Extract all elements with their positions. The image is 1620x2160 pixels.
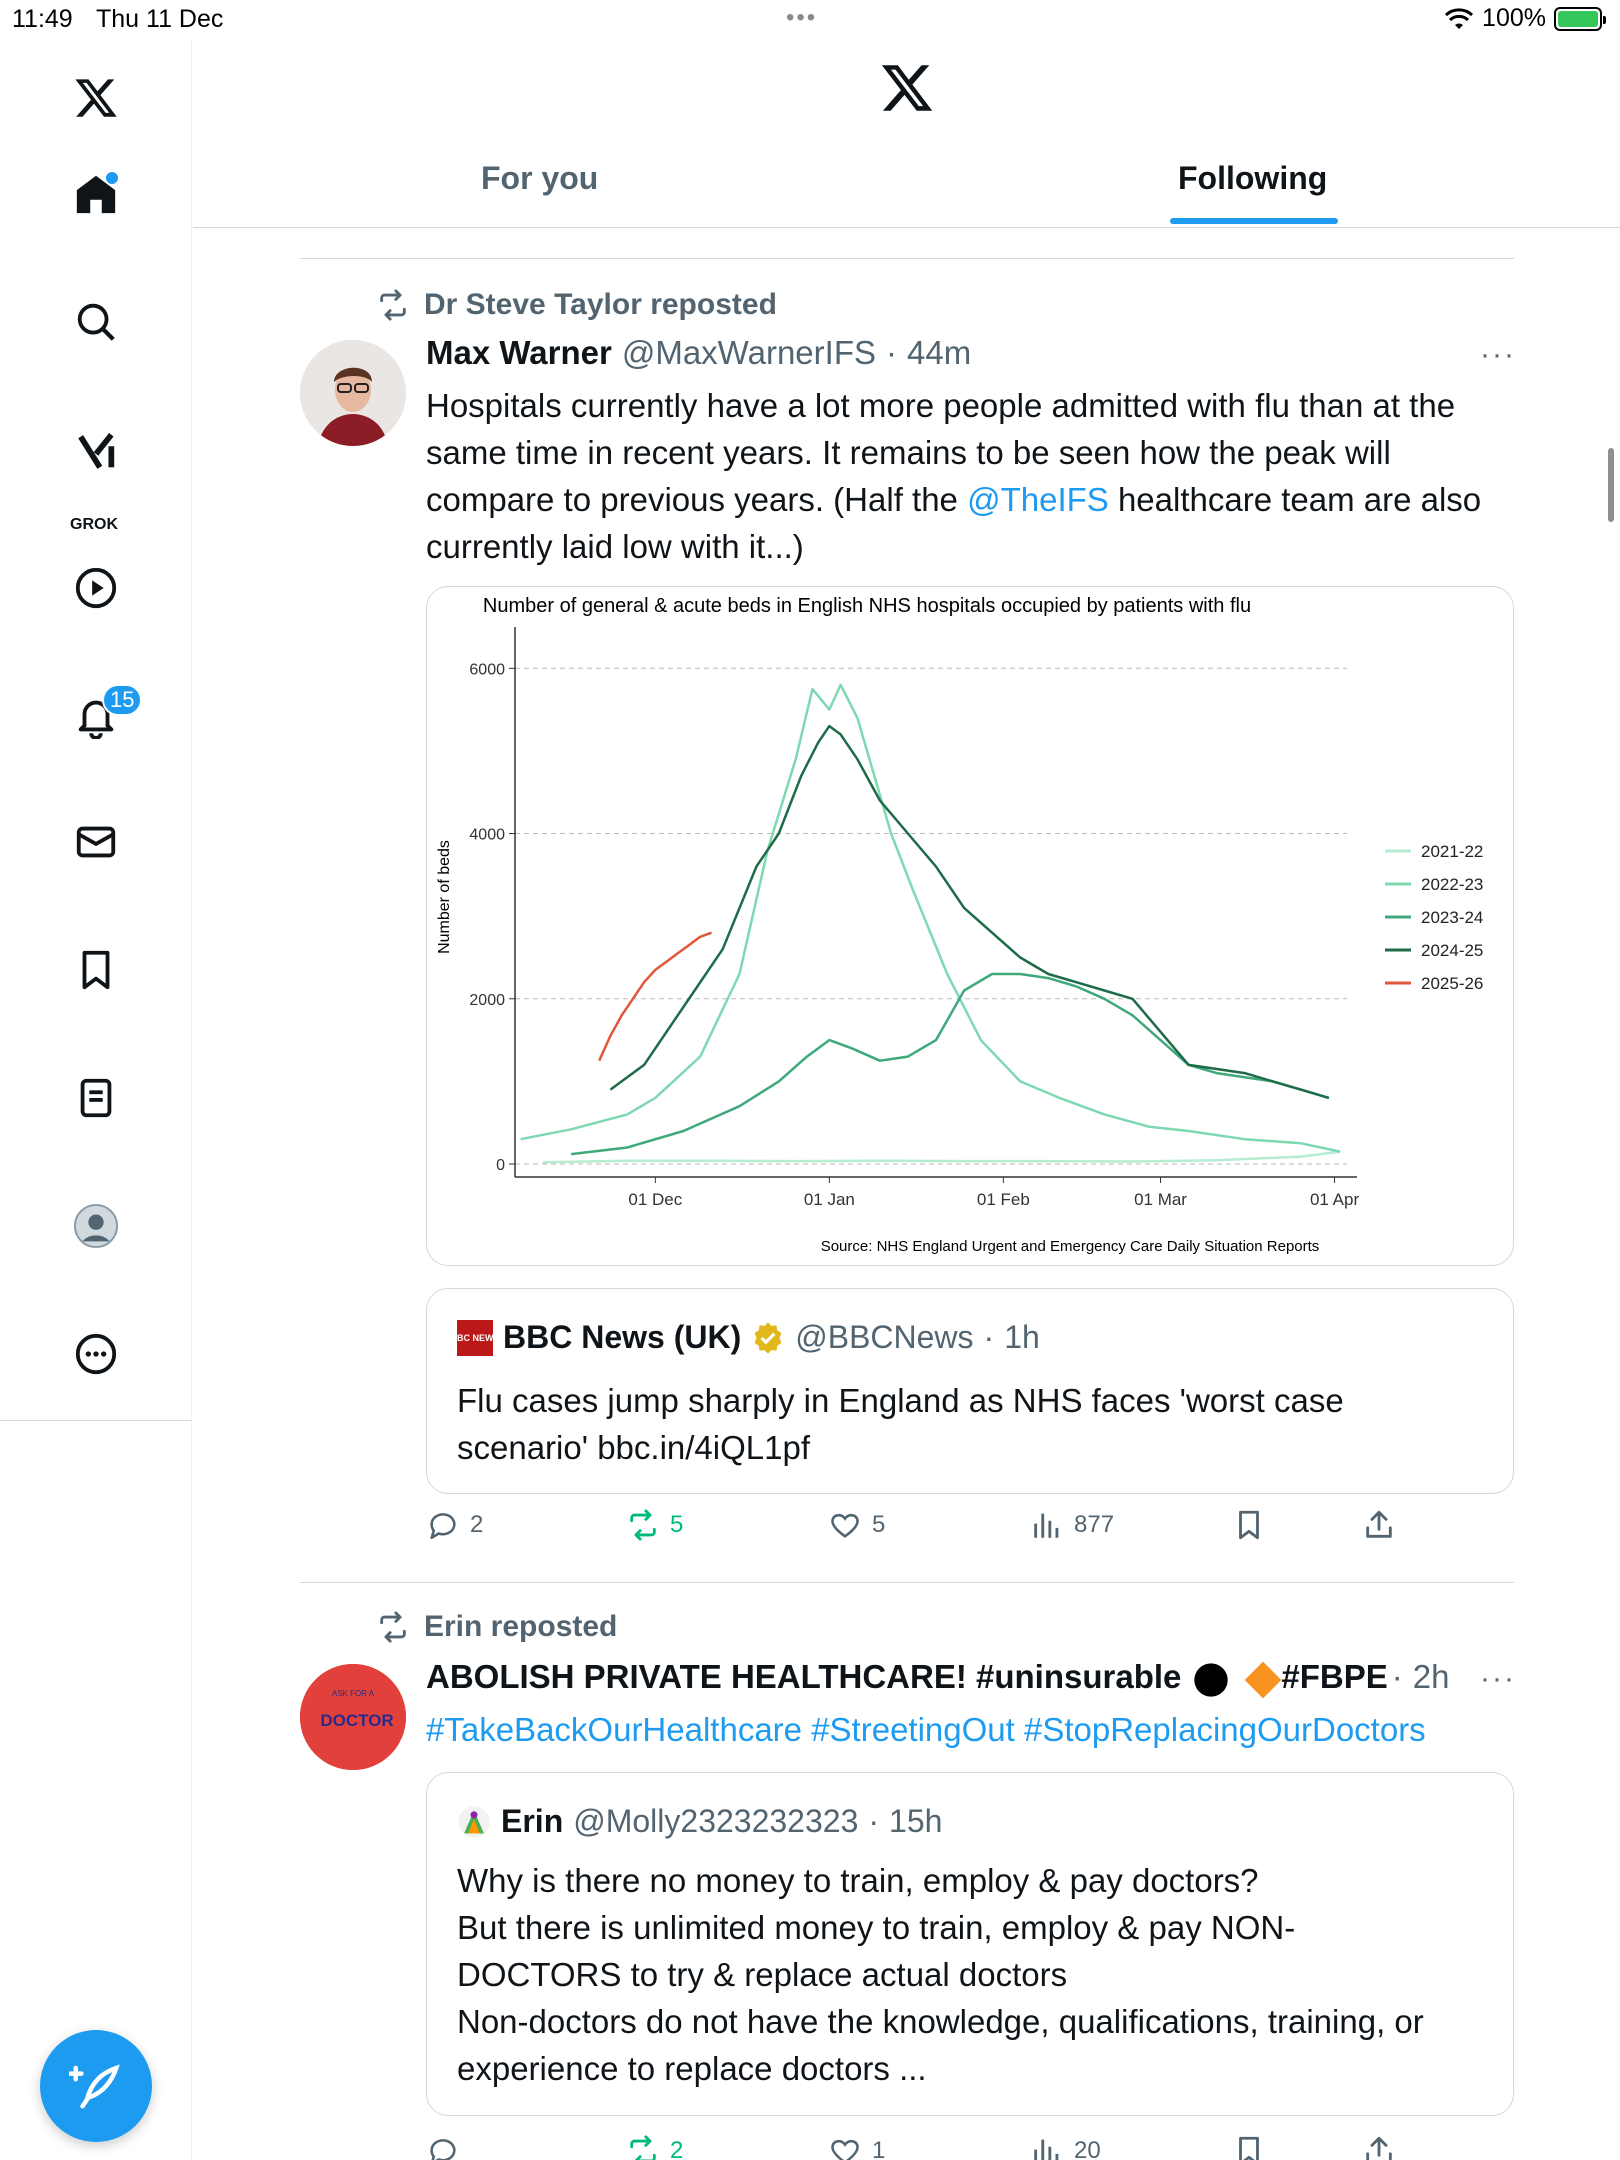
- share-button[interactable]: [1362, 2134, 1396, 2160]
- search-icon[interactable]: [64, 290, 128, 354]
- separator: ·: [1391, 1658, 1403, 1695]
- quote-text-line: But there is unlimited money to train, employ & pay NON-: [457, 1909, 1296, 1946]
- multitask-dots[interactable]: •••: [786, 4, 818, 31]
- chart-series-line-2024-25: [610, 726, 1329, 1098]
- quote-text: Flu cases jump sharply in England as NHS faces 'worst case scenario' bbc.in/4iQL1pf: [457, 1382, 1344, 1466]
- tweet-divider: [300, 258, 1514, 259]
- wifi-icon: [1444, 7, 1474, 31]
- like-button[interactable]: [828, 1508, 885, 1542]
- bookmark-icon: [1232, 2134, 1266, 2160]
- quote-header: [450, 1319, 1040, 1356]
- repost-icon: [376, 288, 410, 322]
- chart-x-tick-label: 01 Dec: [628, 1190, 683, 1209]
- quote-author-handle: @Molly2323232323: [573, 1803, 859, 1839]
- x-logo-icon[interactable]: [879, 60, 935, 116]
- chart-y-axis-label: Number of beds: [436, 840, 453, 954]
- quote-author-name: Erin: [501, 1803, 564, 1839]
- chart-x-tick-label: 01 Apr: [1309, 1190, 1360, 1209]
- repost-icon: [626, 2134, 660, 2160]
- reply-count: 2: [470, 1511, 484, 1538]
- bbc-news-logo: BBC NEWS: [457, 1320, 493, 1356]
- chart-x-tick-label: 01 Mar: [1134, 1190, 1187, 1209]
- grok-icon[interactable]: [64, 420, 128, 484]
- status-date: Thu 11 Dec: [96, 5, 224, 33]
- avatar-main-text: DOCTOR: [320, 1711, 394, 1730]
- status-time: 11:49: [12, 5, 73, 33]
- tweet-text-part: Hospitals currently have a lot more people admitted with flu than at the same time in recent years. It remains to be seen how the peak will compare to previous years. (Half the: [426, 387, 1456, 518]
- active-tab-indicator: [1170, 218, 1338, 224]
- tweet-header: [426, 1658, 1449, 1702]
- views-button[interactable]: [1030, 2134, 1101, 2160]
- status-bar: [0, 0, 1620, 40]
- quote-author-handle: @BBCNews: [795, 1319, 974, 1355]
- reply-button[interactable]: [426, 1508, 483, 1542]
- quote-text-line: experience to replace doctors ...: [457, 2050, 927, 2087]
- home-unread-dot: [106, 172, 118, 184]
- share-icon: [1362, 1508, 1396, 1542]
- chart-legend-label: 2023-24: [1421, 908, 1484, 927]
- battery-percent: 100%: [1482, 4, 1546, 32]
- repost-icon: [626, 1508, 660, 1542]
- compose-feather-icon: [69, 2059, 123, 2113]
- bookmark-button[interactable]: [1232, 1508, 1266, 1542]
- home-icon[interactable]: [64, 162, 128, 226]
- repost-button[interactable]: [626, 1508, 683, 1542]
- chart-series-line-2023-24: [571, 974, 1329, 1154]
- quote-text: [457, 1857, 1497, 2092]
- separator: ·: [885, 334, 897, 371]
- like-button[interactable]: [828, 2134, 885, 2160]
- chart-legend-label: 2025-26: [1421, 974, 1484, 993]
- avatar[interactable]: [300, 340, 406, 446]
- tweet-divider: [300, 1582, 1514, 1583]
- bookmark-icon[interactable]: [64, 938, 128, 1002]
- profile-photo: [300, 1664, 406, 1770]
- verified-badge-icon: [751, 1321, 785, 1355]
- bookmark-icon: [1232, 1508, 1266, 1542]
- chart-legend-label: 2022-23: [1421, 875, 1484, 894]
- tweet-header: [426, 334, 971, 372]
- author-name-suffix: #FBPE: [1281, 1658, 1388, 1695]
- view-count: 20: [1074, 2137, 1101, 2160]
- tweet-actions: [426, 1508, 1514, 1558]
- view-count: 877: [1074, 1511, 1115, 1538]
- scrollbar[interactable]: [1608, 448, 1614, 522]
- reply-icon: [426, 2134, 460, 2160]
- tweet-time[interactable]: 44m: [906, 334, 972, 371]
- quote-header: [457, 1803, 942, 1840]
- chart-x-tick-label: 01 Feb: [976, 1190, 1030, 1209]
- author-name[interactable]: Max Warner: [426, 334, 612, 371]
- views-icon: [1030, 2134, 1064, 2160]
- repost-icon: [376, 1610, 410, 1644]
- quote-text-line: DOCTORS to try & replace actual doctors: [457, 1956, 1068, 1993]
- flu-beds-chart: [427, 587, 1514, 1266]
- share-icon: [1362, 2134, 1396, 2160]
- separator: ·: [983, 1319, 995, 1355]
- separator: ·: [868, 1803, 880, 1839]
- like-count: 1: [872, 2137, 886, 2160]
- battery-icon: [1554, 7, 1602, 31]
- tweet-actions: [426, 2134, 1514, 2160]
- chart-y-tick-label: 0: [496, 1157, 505, 1174]
- repost-count: 2: [670, 2137, 684, 2160]
- views-button[interactable]: [1030, 1508, 1114, 1542]
- mention-link[interactable]: @TheIFS: [967, 481, 1109, 518]
- chart-legend-label: 2024-25: [1421, 941, 1484, 960]
- sidebar: [0, 40, 192, 2160]
- quote-tweet[interactable]: [426, 1772, 1514, 2116]
- quote-avatar: [457, 1805, 491, 1839]
- tweet-text-part: healthcare team are also currently laid low with it...): [426, 481, 1482, 565]
- quote-author-name: BBC News (UK): [503, 1319, 742, 1355]
- chart-series-line-2025-26: [599, 933, 711, 1061]
- share-button[interactable]: [1362, 1508, 1396, 1542]
- author-handle[interactable]: @MaxWarnerIFS: [621, 334, 876, 371]
- timeline-header: [193, 40, 1620, 228]
- quote-time: 15h: [889, 1803, 943, 1839]
- author-name[interactable]: ABOLISH PRIVATE HEALTHCARE! #uninsurable: [426, 1658, 1182, 1695]
- black-circle-emoji-icon: [1191, 1660, 1231, 1700]
- notification-badge: 15: [102, 684, 142, 716]
- views-icon: [1030, 1508, 1064, 1542]
- repost-label: Dr Steve Taylor reposted: [424, 288, 777, 321]
- orange-diamond-emoji-icon: [1241, 1658, 1285, 1702]
- profile-icon[interactable]: [64, 1194, 128, 1258]
- heart-icon: [828, 1508, 862, 1542]
- quote-text-line: Why is there no money to train, employ & pay doctors?: [457, 1862, 1259, 1899]
- tweet-image-chart[interactable]: [426, 586, 1514, 1266]
- chart-legend-label: 2021-22: [1421, 842, 1484, 861]
- compose-button[interactable]: [40, 2030, 152, 2142]
- repost-button[interactable]: [626, 2134, 683, 2160]
- more-icon[interactable]: [64, 1322, 128, 1386]
- tweet-time[interactable]: 2h: [1412, 1658, 1450, 1695]
- chart-y-tick-label: 4000: [469, 826, 505, 844]
- repost-label: Erin reposted: [424, 1610, 618, 1643]
- heart-icon: [828, 2134, 862, 2160]
- hashtags[interactable]: #TakeBackOurHealthcare #StreetingOut #StopReplacingOurDoctors: [426, 1711, 1426, 1748]
- more-options-icon[interactable]: ···: [1480, 1662, 1516, 1695]
- status-right: [1444, 4, 1602, 33]
- chart-title: Number of general & acute beds in English NHS hospitals occupied by patients with flu: [482, 595, 1252, 617]
- more-options-icon[interactable]: ···: [1480, 338, 1516, 371]
- profile-photo: [300, 340, 406, 446]
- quote-time: 1h: [1004, 1319, 1040, 1355]
- quote-tweet[interactable]: [426, 1288, 1514, 1494]
- repost-count: 5: [670, 1511, 684, 1538]
- tweet-text: [426, 382, 1516, 570]
- tab-following[interactable]: Following: [1178, 160, 1328, 196]
- like-count: 5: [872, 1511, 886, 1538]
- mail-icon[interactable]: [64, 810, 128, 874]
- tab-for-you[interactable]: For you: [481, 160, 599, 196]
- chart-series-line-2021-22: [543, 1152, 1340, 1163]
- x-logo-icon[interactable]: [64, 66, 128, 130]
- chart-source: Source: NHS England Urgent and Emergency Care Daily Situation Reports: [820, 1238, 1320, 1255]
- reply-icon: [426, 1508, 460, 1542]
- lists-icon[interactable]: [64, 1066, 128, 1130]
- chart-x-tick-label: 01 Jan: [803, 1190, 855, 1209]
- chart-y-tick-label: 2000: [469, 991, 505, 1009]
- chart-y-tick-label: 6000: [469, 661, 505, 679]
- avatar[interactable]: [300, 1664, 406, 1770]
- quote-text-line: Non-doctors do not have the knowledge, qualifications, training, or: [457, 2003, 1424, 2040]
- reply-button[interactable]: [426, 2134, 470, 2160]
- repost-context: [376, 1610, 617, 1644]
- avatar-small-text: ASK FOR A: [331, 1689, 375, 1698]
- chart-series-line-2022-23: [521, 685, 1341, 1152]
- bookmark-button[interactable]: [1232, 2134, 1266, 2160]
- grok-label: GROK: [70, 516, 118, 533]
- video-icon[interactable]: [64, 556, 128, 620]
- sidebar-divider: [0, 1420, 192, 1421]
- repost-context: [376, 288, 777, 322]
